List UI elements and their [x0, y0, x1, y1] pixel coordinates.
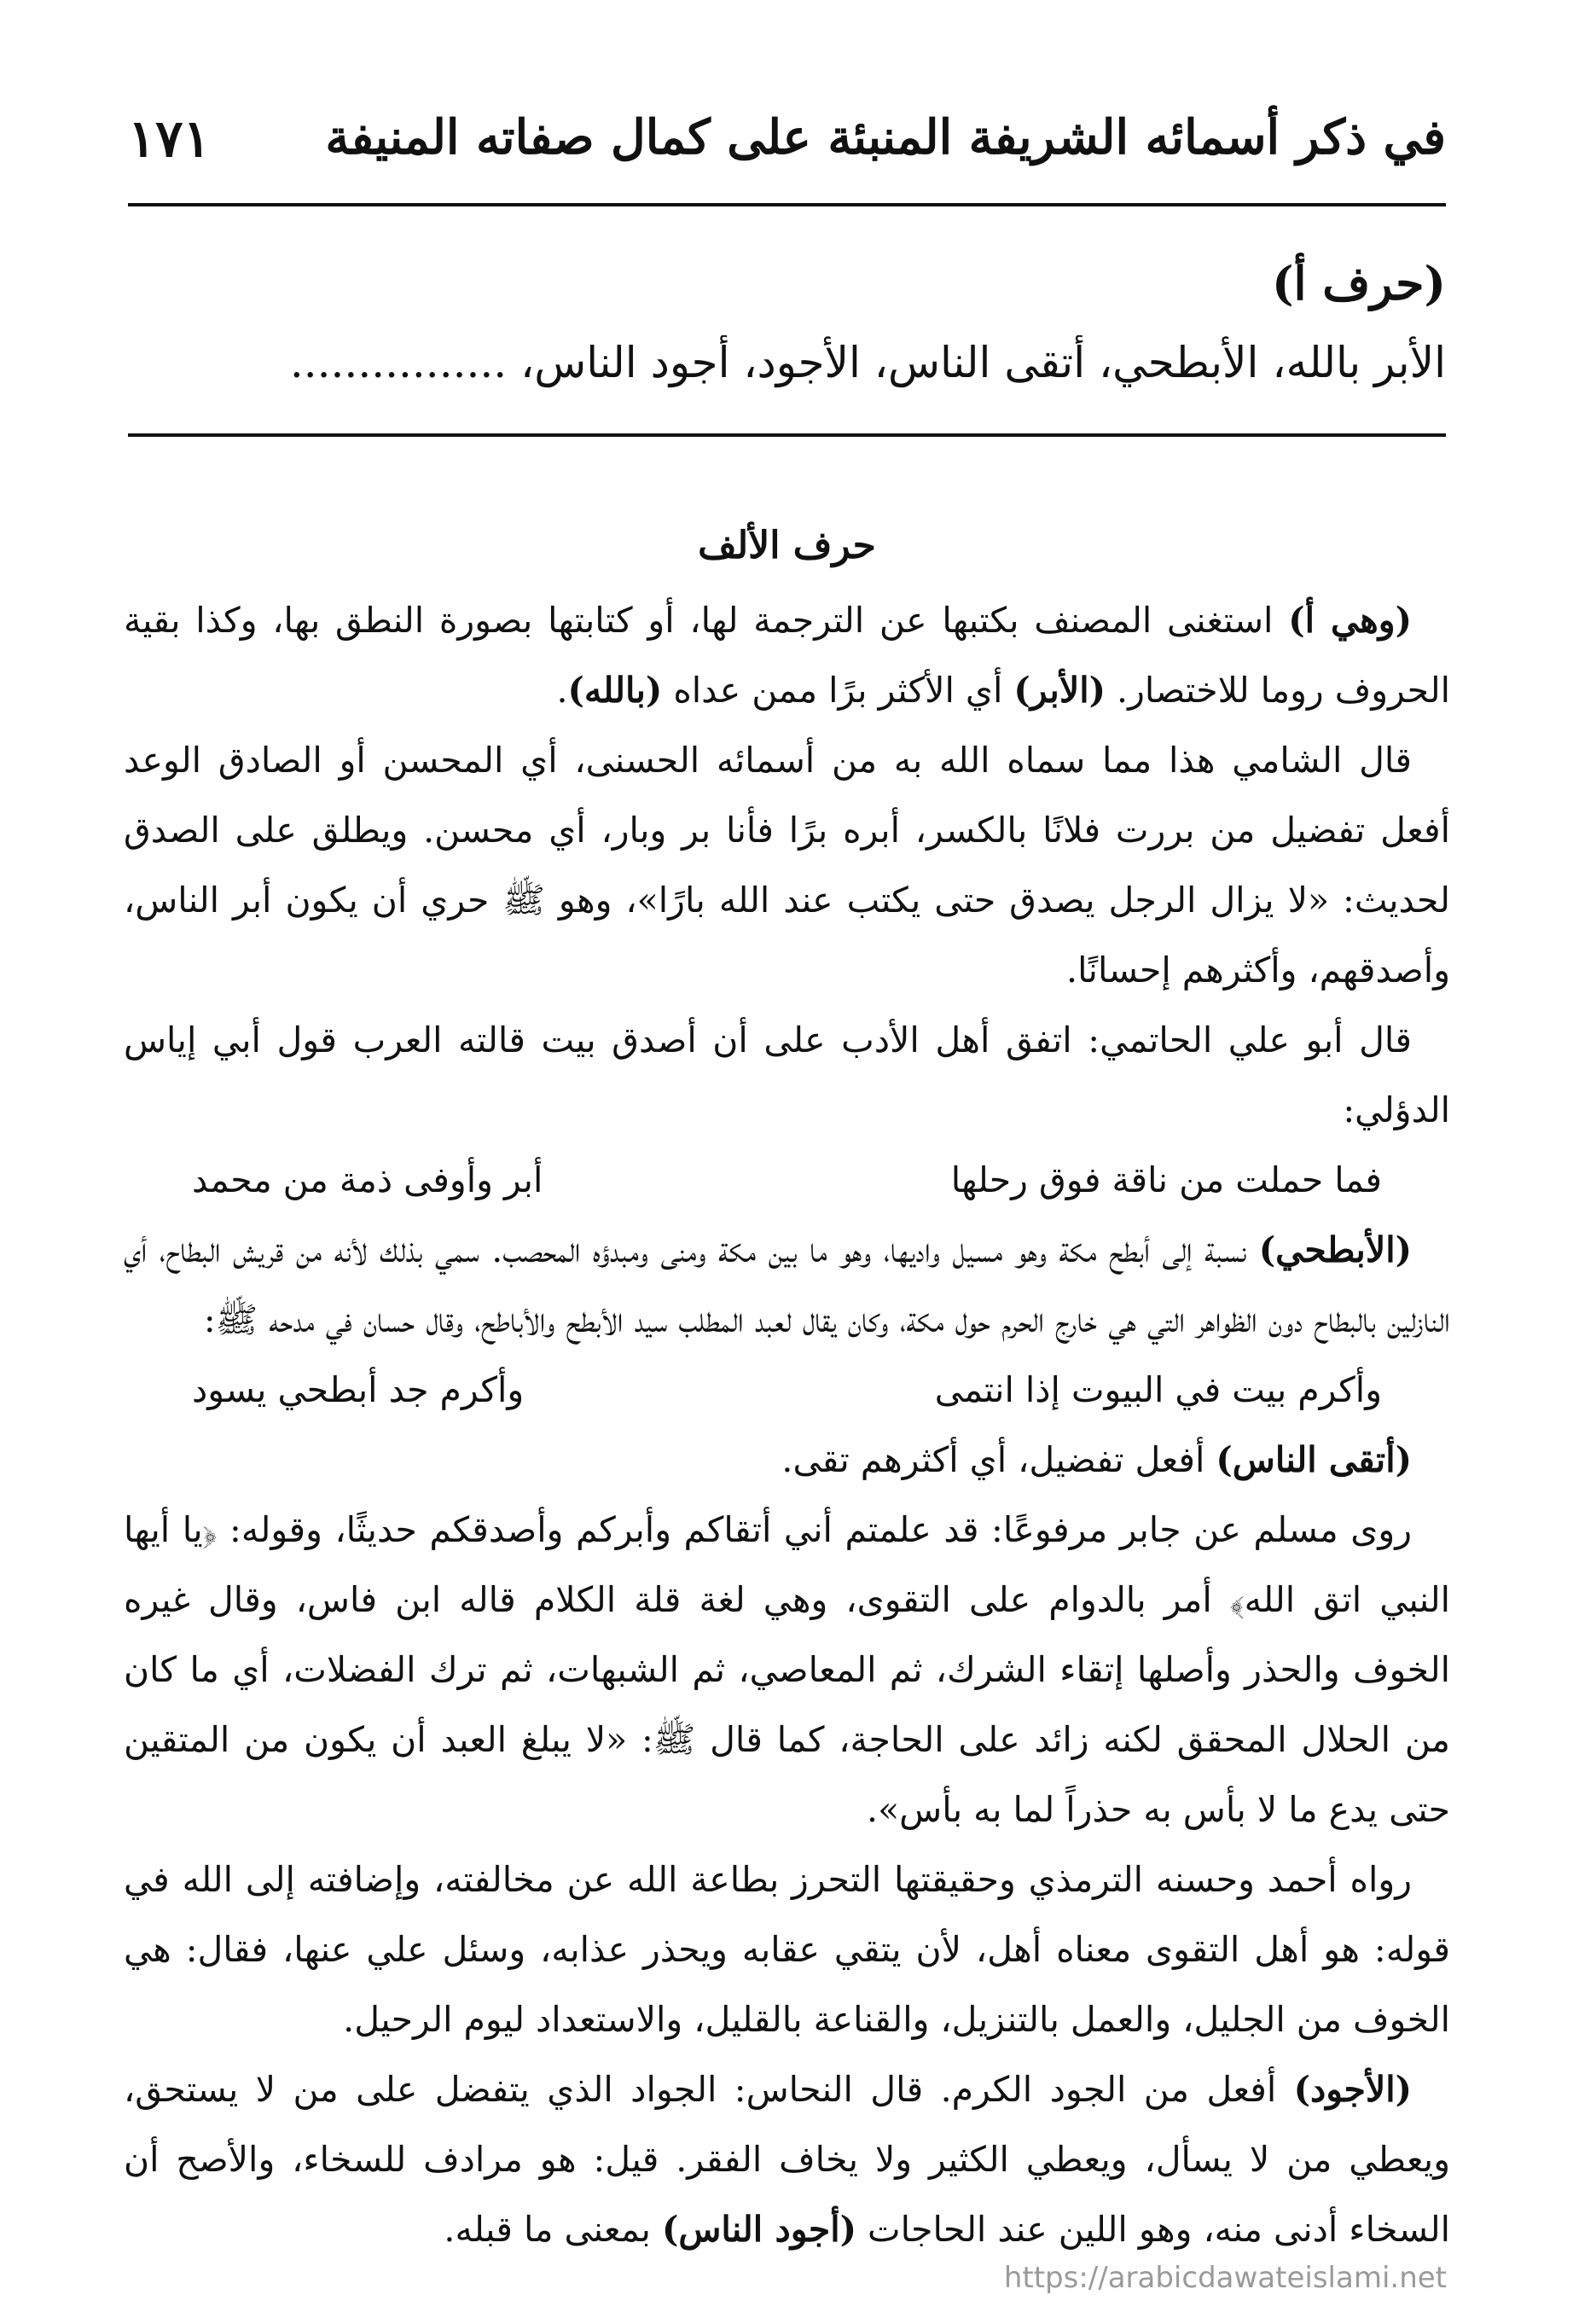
- index-rule: [128, 433, 1446, 437]
- paragraph-3: قال أبو علي الحاتمي: اتفق أهل الأدب على أن أصدق بيت قالته العرب قول أبي إياس الدؤلي:: [124, 1020, 1450, 1130]
- page-number: ١٧١: [128, 109, 211, 169]
- index-dots: ................: [289, 337, 508, 387]
- verse-1-second-hemistich: أبر وأوفى ذمة من محمد: [192, 1159, 543, 1200]
- paragraph-1-text-c: .: [556, 670, 568, 711]
- paragraph-1-text-a: استغنى المصنف بكتبها عن الترجمة لها، أو كتابتها بصورة النطق بها، وكذا بقية الحروف روما للاختصار.: [124, 600, 1450, 711]
- page-header: [128, 102, 1446, 196]
- verse-2: [124, 1355, 1450, 1425]
- paragraph-6: روى مسلم عن جابر مرفوعًا: قد علمتم أني أتقاكم وأبركم وأصدقكم حديثًا، وقوله: ﴿يا أيها النبي اتق الله﴾ أمر بالدوام على التقوى، وهي لغة قلة الكلام قاله ابن فاس، وقال غيره الخوف والحذر وأصلها إتقاء الشرك، ثم المعاصي، ثم الشبهات، ثم ترك الفضلات، أي ما كان من الحلال المحقق لكنه زائد على الحاجة، كما قال ﷺ: «لا يبلغ العبد أن يكون من المتقين حتى يدع ما لا بأس به حذراً لما به بأس».: [124, 1509, 1450, 1830]
- paragraph-4: [124, 1215, 1450, 1355]
- term-billah: (بالله): [567, 670, 663, 711]
- paragraph-8-text-a: أفعل من الجود الكرم. قال النحاس: الجواد الذي يتفضل على من لا يستحق، ويعطي من لا يسأل، ويعطي الكثير ولا يخاف الفقر. قيل: هو مرادف للسخاء، والأصح أن السخاء أدنى منه، وهو اللين عند الحاجات: [124, 2069, 1450, 2250]
- verse-2-second-hemistich: وأكرم جد أبطحي يسود: [192, 1369, 525, 1410]
- index-entries-text: الأبر بالله، الأبطحي، أتقى الناس، الأجود، أجود الناس،: [520, 337, 1446, 387]
- term-al-abtahi: (الأبطحي): [1258, 1229, 1413, 1270]
- term-atqa-an-nas: (أتقى الناس): [1216, 1439, 1412, 1480]
- paragraph-1-text-b: أي الأكثر برًا ممن عداه: [662, 670, 1014, 711]
- watermark-url: https://arabicdawateislami.net: [1003, 2261, 1447, 2295]
- paragraph-8: [124, 2054, 1450, 2264]
- term-al-abarr: (الأبر): [1013, 670, 1106, 711]
- paragraph-7: رواه أحمد وحسنه الترمذي وحقيقتها التحرز بطاعة الله عن مخالفته، وإضافته إلى الله في قوله: هو أهل التقوى معناه أهل، لأن يتقي عقابه ويحذر عذابه، وسئل علي عنها، فقال: هي الخوف من الجليل، والعمل بالتنزيل، والقناعة بالقليل، والاستعداد ليوم الرحيل.: [124, 1859, 1450, 2040]
- verse-2-first-hemistich: وأكرم بيت في البيوت إذا انتمى: [934, 1369, 1382, 1410]
- verse-1-first-hemistich: فما حملت من ناقة فوق رحلها: [950, 1159, 1382, 1200]
- paragraph-8-text-b: بمعنى ما قبله.: [444, 2209, 662, 2250]
- section-heading: حرف الألف: [698, 524, 876, 567]
- paragraph-1: [124, 585, 1450, 725]
- running-title: في ذكر أسمائه الشريفة المنبئة على كمال صفاته المنيفة: [325, 109, 1446, 166]
- term-ajwad-an-nas: (أجود الناس): [661, 2209, 857, 2250]
- header-rule: [128, 203, 1446, 206]
- paragraph-4-text: نسبة إلى أبطح مكة وهو مسيل واديها، وهو ما بين مكة ومنى ومبدؤه المحصب. سمي بذلك لأنه من قريش البطاح، أي النازلين بالبطاح دون الظواهر التي هي خارج الحرم حول مكة، وكان يقال لعبد المطلب سيد الأبطح والأباطح، وقال حسان في مدحه ﷺ:: [124, 1229, 1450, 1340]
- term-al-ajwad: (الأجود): [1293, 2069, 1412, 2110]
- body-text: [124, 512, 1450, 2264]
- term-wa-hiya-alif: (وهي أ): [1288, 600, 1413, 641]
- paragraph-5: [124, 1425, 1450, 1495]
- verse-1: [124, 1145, 1450, 1215]
- index-entries: [128, 335, 1446, 391]
- letter-index-block: [128, 256, 1446, 391]
- index-heading: (حرف أ): [1271, 256, 1446, 311]
- paragraph-2: قال الشامي هذا مما سماه الله به من أسمائه الحسنى، أي المحسن أو الصادق الوعد أفعل تفضيل من بررت فلانًا بالكسر، أبره برًا فأنا بر وبار، أي محسن. ويطلق على الصدق لحديث: «لا يزال الرجل يصدق حتى يكتب عند الله بارًا»، وهو ﷺ حري أن يكون أبر الناس، وأصدقهم، وأكثرهم إحسانًا.: [124, 740, 1450, 991]
- paragraph-5-text: أفعل تفضيل، أي أكثرهم تقى.: [781, 1439, 1216, 1480]
